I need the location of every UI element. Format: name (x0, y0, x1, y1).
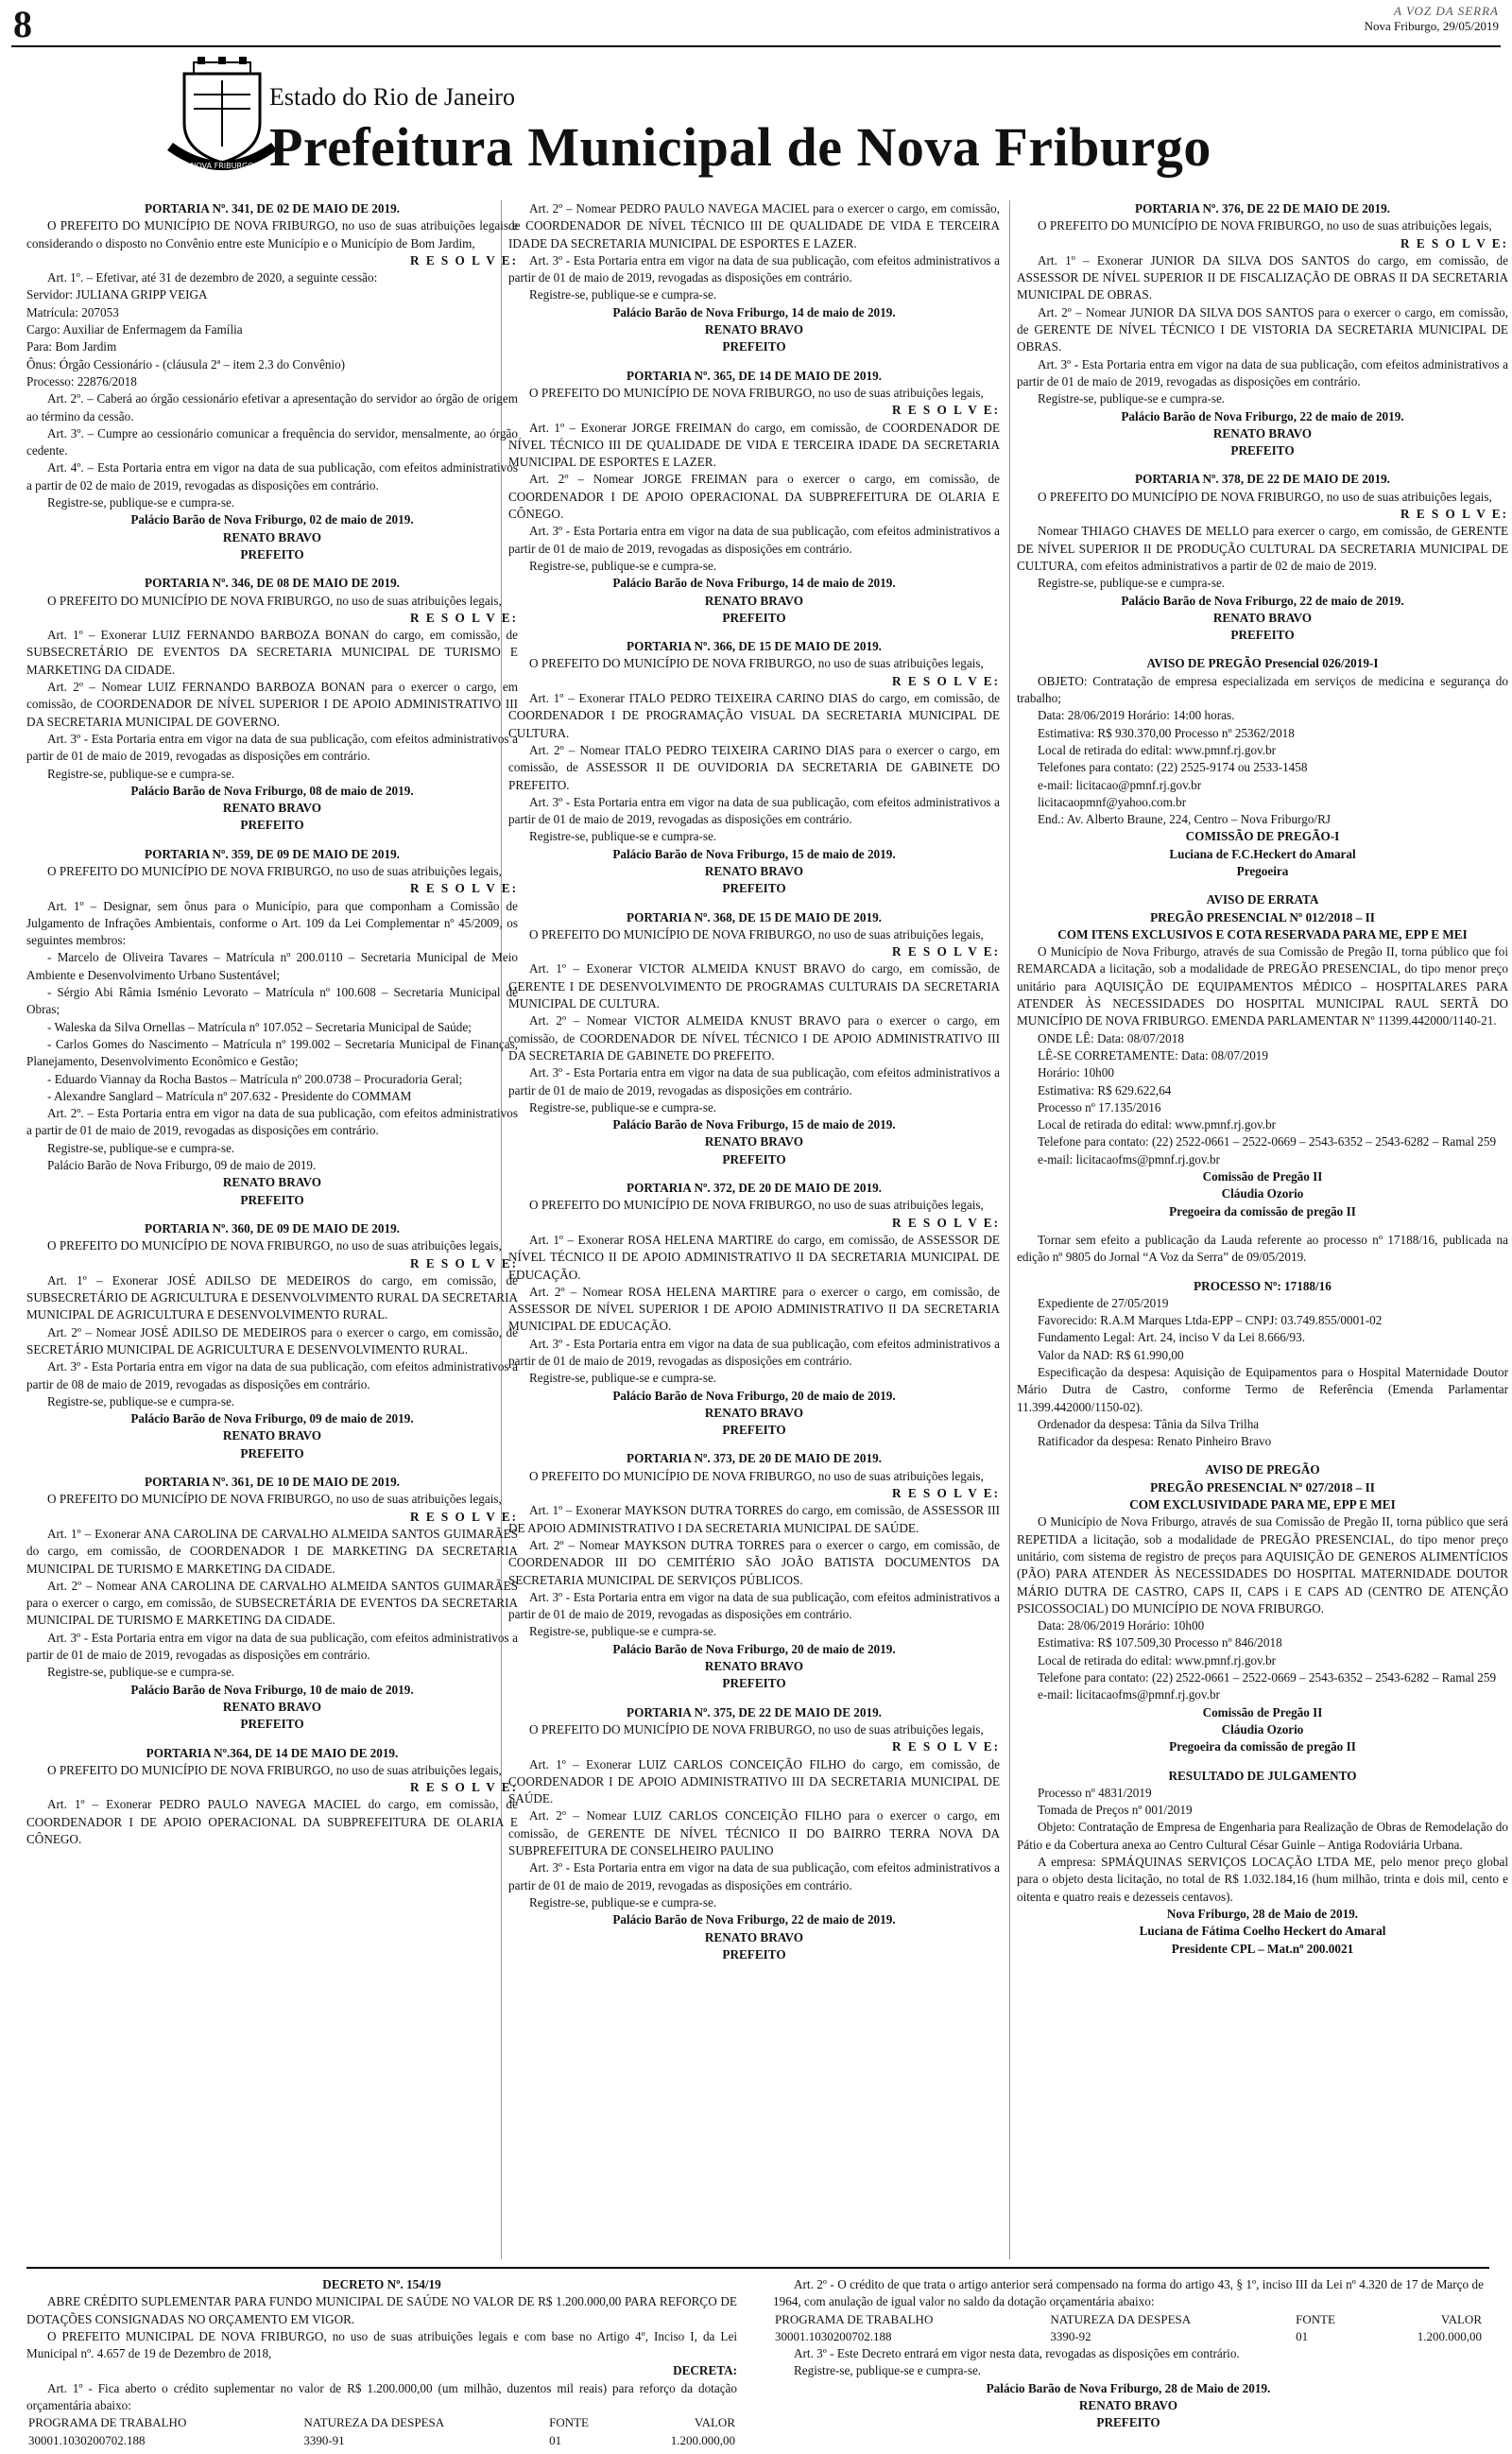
paragraph: Estimativa: R$ 107.509,30 Processo nº 846/2018 (1038, 1635, 1282, 1650)
paragraph: Valor da NAD: R$ 61.990,00 (1038, 1347, 1184, 1362)
page-number: 8 (13, 3, 32, 45)
paragraph: Art. 2º. – Esta Portaria entra em vigor na data de sua publicação, com efeitos administrativos a partir de 01 de maio de 2019, revogadas as disposições em contrário. (26, 1106, 518, 1138)
resolve-label: R E S O L V E: (410, 252, 518, 268)
paragraph: Art. 2º – Nomear JORGE FREIMAN para o exercer o cargo, em comissão, de COORDENADOR I DE APOIO OPERACIONAL DA SUBPREFEITURA DE OLARIA E CÔNEGO. (508, 472, 1000, 522)
paragraph: Processo nº 4831/2019 (1038, 1785, 1152, 1800)
paragraph: - Alexandre Sanglard – Matrícula nº 207.632 - Presidente do COMMAM (47, 1088, 412, 1103)
paragraph: Art. 3º - Esta Portaria entra em vigor na data de sua publicação, com efeitos administrativos a partir de 01 de maio de 2019, revogadas as disposições em contrário. (26, 1630, 518, 1663)
section-gap (508, 1693, 1000, 1704)
decree-decreta: DECRETA: (673, 2363, 737, 2378)
paragraph: Art. 1º – Exonerar ANA CAROLINA DE CARVALHO ALMEIDA SANTOS GUIMARÃES do cargo, em comissão, de COORDENADOR I DE MARKETING DA SECRETARIA MUNICIPAL DE TURISMO E MARKETING DA CIDADE. (26, 1526, 518, 1576)
svg-text:NOVA FRIBURGO: NOVA FRIBURGO (190, 162, 254, 170)
paragraph: licitacaopmnf@yahoo.com.br (1038, 794, 1187, 809)
paragraph: Data: 28/06/2019 Horário: 14:00 horas. (1038, 708, 1235, 723)
section-gap (1017, 1450, 1508, 1461)
section-heading: Luciana de F.C.Heckert do Amaral (1169, 846, 1356, 861)
section-gap (1017, 1756, 1508, 1768)
decree-table-supplement (26, 2414, 737, 2449)
resolve-label: R E S O L V E: (410, 1255, 518, 1270)
section-heading: PORTARIA Nº. 341, DE 02 DE MAIO DE 2019. (145, 201, 400, 216)
paragraph: O PREFEITO DO MUNICÍPIO DE NOVA FRIBURGO, no uso de suas atribuições legais, (529, 1721, 984, 1737)
paragraph: Local de retirada do edital: www.pmnf.rj.gov.br (1038, 742, 1277, 757)
paragraph: Ratificador da despesa: Renato Pinheiro Bravo (1038, 1434, 1272, 1449)
coat-of-arms-icon (165, 57, 279, 180)
resolve-label: R E S O L V E: (892, 1486, 1000, 1501)
section-heading: PREGÃO PRESENCIAL Nº 012/2018 – II (1150, 909, 1375, 925)
paragraph: Art. 1º – Exonerar MAYKSON DUTRA TORRES do cargo, em comissão, de ASSESSOR III DE APOIO ADMINISTRATIVO I DA SECRETARIA MUNICIPAL DE SAÚDE. (508, 1503, 1000, 1535)
section-gap (508, 1439, 1000, 1450)
section-heading: Palácio Barão de Nova Friburgo, 08 de maio de 2019. (130, 783, 414, 798)
paragraph: LÊ-SE CORRETAMENTE: Data: 08/07/2019 (1038, 1047, 1268, 1063)
decree-art3: Art. 3º - Este Decreto entrará em vigor nesta data, revogadas as disposições em contrário. (794, 2346, 1240, 2361)
decree-preamble: O PREFEITO MUNICIPAL DE NOVA FRIBURGO, no uso de suas atribuições legais e com base no Artigo 4º, Inciso I, da Lei Municipal nº. 4.657 de 19 de Dezembro de 2018, (26, 2328, 737, 2361)
section-heading: COM ITENS EXCLUSIVOS E COTA RESERVADA PARA ME, EPP E MEI (1057, 926, 1468, 942)
decree-closing: Registre-se, publique-se e cumpra-se. (794, 2363, 982, 2378)
section-heading: Palácio Barão de Nova Friburgo, 10 de maio de 2019. (130, 1682, 414, 1697)
paragraph: Art. 2º – Nomear LUIZ FERNANDO BARBOZA BONAN para o exercer o cargo, em comissão, de COORDENADOR DE NÍVEL SUPERIOR I DE APOIO ADMINISTRATIVO III DA SECRETARIA MUNICIPAL DE GOVERNO. (26, 680, 518, 729)
section-heading: RENATO BRAVO (704, 1659, 804, 1674)
paragraph: Fundamento Legal: Art. 24, inciso V da Lei 8.666/93. (1038, 1330, 1306, 1345)
section-heading: RENATO BRAVO (222, 1175, 322, 1190)
edition-info (1365, 4, 1499, 34)
paragraph: Art. 2º – Nomear PEDRO PAULO NAVEGA MACIEL para o exercer o cargo, em comissão, de COORDENADOR DE NÍVEL TÉCNICO III DE QUALIDADE DE VIDA E TERCEIRA IDADE DA SECRETARIA MUNICIPAL DE ESPORTES E LAZER. (508, 201, 1000, 251)
section-heading: Pregoeira (1236, 863, 1289, 878)
decree-art2: Art. 2º - O crédito de que trata o artigo anterior será compensado na forma do artigo 43, § 1º, inciso III da Lei nº 4.320 de 17 de Março de 1964, com anulação de igual valor no saldo da dotação orçamentária abaixo: (773, 2277, 1484, 2309)
paragraph: Art. 3º - Esta Portaria entra em vigor na data de sua publicação, com efeitos administrativos a partir de 01 de maio de 2019, revogadas as disposições em contrário. (508, 794, 1000, 827)
section-gap (508, 356, 1000, 368)
decree-section (26, 2267, 1489, 2447)
paragraph: Registre-se, publique-se e cumpra-se. (529, 1099, 717, 1115)
paragraph: - Waleska da Silva Ornellas – Matrícula nº 107.052 – Secretaria Municipal de Saúde; (47, 1019, 472, 1034)
paragraph: Art. 1º – Exonerar JORGE FREIMAN do cargo, em comissão, de COORDENADOR DE NÍVEL TÉCNICO III DE QUALIDADE DE VIDA E TERCEIRA IDADE DA SECRETARIA MUNICIPAL DE ESPORTES E LAZER. (508, 420, 1000, 470)
paragraph: Art. 2º – Nomear JOSÉ ADILSO DE MEDEIROS para o exercer o cargo, em comissão, de SECRETÁRIO MUNICIPAL DE AGRICULTURA E DESENVOLVIMENTO RURAL. (26, 1324, 518, 1357)
resolve-label: R E S O L V E: (410, 881, 518, 896)
section-heading: PORTARIA Nº. 359, DE 09 DE MAIO DE 2019. (145, 846, 400, 861)
section-gap (26, 1462, 518, 1474)
paragraph: Ônus: Órgão Cessionário - (cláusula 2ª – item 2.3 do Convênio) (26, 356, 346, 372)
paragraph: End.: Av. Alberto Braune, 224, Centro – Nova Friburgo/RJ (1038, 812, 1331, 827)
table-cell: 1.200.000,00 (1417, 2328, 1482, 2343)
section-heading: Comissão de Pregão II (1202, 1704, 1323, 1720)
paragraph: - Carlos Gomes do Nascimento – Matrícula nº 199.002 – Secretaria Municipal de Finanças, Planejamento, Desenvolvimento Econômico e Gestão; (26, 1036, 518, 1069)
table-cell: 30001.1030200702.188 (775, 2328, 892, 2343)
paragraph: Art. 2º – Nomear LUIZ CARLOS CONCEIÇÃO FILHO para o exercer o cargo, em comissão, de GERENTE DE NÍVEL TÉCNICO II DO BAIRRO TERRA NOVA DA SUBPREFEITURA DE CONSELHEIRO PAULINO (508, 1808, 1000, 1858)
paragraph: Expediente de 27/05/2019 (1038, 1295, 1169, 1310)
section-heading: Palácio Barão de Nova Friburgo, 09 de maio de 2019. (130, 1411, 414, 1426)
paragraph: Art. 3º - Esta Portaria entra em vigor na data de sua publicação, com efeitos administrativos a partir de 01 de maio de 2019, revogadas as disposições em contrário. (1017, 356, 1508, 389)
section-heading: PREFEITO (240, 1445, 304, 1460)
paragraph: Art. 2º – Nomear ITALO PEDRO TEIXEIRA CARINO DIAS para o exercer o cargo, em comissão, de ASSESSOR II DE OUVIDORIA DA SECRETARIA DE GABINETE DO PREFEITO. (508, 742, 1000, 792)
section-heading: PORTARIA Nº. 361, DE 10 DE MAIO DE 2019. (145, 1475, 400, 1490)
section-heading: Palácio Barão de Nova Friburgo, 02 de maio de 2019. (130, 512, 414, 527)
section-heading: PORTARIA Nº. 372, DE 20 DE MAIO DE 2019. (627, 1181, 882, 1196)
paragraph: Art. 3º - Esta Portaria entra em vigor na data de sua publicação, com efeitos administrativos a partir de 01 de maio de 2019, revogadas as disposições em contrário. (508, 1589, 1000, 1622)
decree-right (773, 2276, 1484, 2432)
table-header: VALOR (694, 2415, 735, 2430)
edition-date: Nova Friburgo, 29/05/2019 (1364, 19, 1499, 33)
section-heading: Palácio Barão de Nova Friburgo, 15 de maio de 2019. (612, 1117, 896, 1132)
paragraph: e-mail: licitacaofms@pmnf.rj.gov.br (1038, 1687, 1220, 1702)
section-heading: Palácio Barão de Nova Friburgo, 20 de maio de 2019. (612, 1641, 896, 1656)
paragraph: Art. 1º – Exonerar PEDRO PAULO NAVEGA MACIEL do cargo, em comissão, de COORDENADOR I DE APOIO OPERACIONAL DA SUBPREFEITURA DE OLARIA E CÔNEGO. (26, 1797, 518, 1847)
paragraph: Registre-se, publique-se e cumpra-se. (529, 829, 717, 844)
paragraph: Registre-se, publique-se e cumpra-se. (529, 1894, 717, 1910)
page-header (11, 0, 1501, 47)
table-cell: 1.200.000,00 (670, 2432, 735, 2447)
paragraph: O PREFEITO DO MUNICÍPIO DE NOVA FRIBURGO, no uso de suas atribuições legais, (1038, 218, 1492, 233)
decree-title: DECRETO Nº. 154/19 (322, 2277, 441, 2291)
resolve-label: R E S O L V E: (410, 1509, 518, 1524)
table-header: PROGRAMA DE TRABALHO (775, 2311, 934, 2326)
section-heading: Presidente CPL – Mat.nº 200.0021 (1171, 1941, 1354, 1956)
section-gap (26, 1209, 518, 1220)
section-gap (1017, 880, 1508, 891)
paragraph: Art. 1º – Exonerar JOSÉ ADILSO DE MEDEIROS do cargo, em comissão, de SUBSECRETÁRIO DE AGRICULTURA E DESENVOLVIMENTO RURAL DA SECRETARIA MUNICIPAL DE AGRICULTURA E DESENVOLVIMENTO RURAL. (26, 1272, 518, 1322)
table-row (773, 2328, 1484, 2345)
paragraph: Registre-se, publique-se e cumpra-se. (1038, 391, 1226, 406)
section-gap (508, 898, 1000, 909)
section-heading: Palácio Barão de Nova Friburgo, 22 de maio de 2019. (1121, 593, 1404, 608)
section-heading: PREFEITO (722, 1423, 786, 1438)
resolve-label: R E S O L V E: (892, 944, 1000, 959)
paragraph: O Município de Nova Friburgo, através de sua Comissão de Pregão II, torna público que foi REMARCADA a licitação, sob a modalidade de PREGÃO PRESENCIAL, do tipo menor preço unitário para AQUISIÇÃO DE EQUIPAMENTOS MÉDICO – HOSPITALARES PARA ATENDER ÀS NECESSIDADES DO HOSPITAL MUNICIPAL RAUL SERTÃ DO MUNICÍPIO DE NOVA FRIBURGO. EMENDA PARLAMENTAR Nº 11399.442000/1140-21. (1017, 944, 1508, 1028)
section-heading: PORTARIA Nº.364, DE 14 DE MAIO DE 2019. (146, 1745, 399, 1760)
paragraph: Art. 1º – Designar, sem ônus para o Município, para que componham a Comissão de Julgamento de Infrações Ambientais, conforme o Art. 109 da Lei Complementar nº 45/2009, os seguintes membros: (26, 898, 518, 948)
section-heading: PREFEITO (240, 1192, 304, 1207)
paragraph: Registre-se, publique-se e cumpra-se. (47, 1665, 235, 1680)
paragraph: Estimativa: R$ 629.622,64 (1038, 1082, 1172, 1097)
section-heading: AVISO DE PREGÃO (1205, 1462, 1320, 1478)
table-cell: 3390-92 (1050, 2328, 1091, 2343)
paragraph: Especificação da despesa: Aquisição de Equipamentos para o Hospital Maternidade Doutor Mário Dutra de Castro, conforme Termo de Referência (Emenda Parlamentar 11.399.442000/1150-02). (1017, 1365, 1508, 1414)
paragraph: O PREFEITO DO MUNICÍPIO DE NOVA FRIBURGO, no uso de suas atribuições legais e considerando o disposto no Convênio entre este Município e o Município de Bom Jardim, (26, 218, 518, 251)
paragraph: - Marcelo de Oliveira Tavares – Matrícula nº 200.0110 – Secretaria Municipal de Meio Ambiente e Desenvolvimento Urbano Sustentável; (26, 950, 518, 982)
section-gap (1017, 644, 1508, 655)
paragraph: O Município de Nova Friburgo, através de sua Comissão de Pregão II, torna público que será REPETIDA a licitação, sob a modalidade de PREGÃO PRESENCIAL, do tipo menor preço unitário, com sistema de registro de preços para AQUISIÇÃO DE GENEROS ALIMENTÍCIOS (PÃO) PARA ATENDER ÀS NECESSIDADES DO HOSPITAL MATERNIDADE DOUTOR MÁRIO DUTRA DE CASTRO, CAPS II, CAPS i E CAPS AD (CENTRO DE ATENÇÃO PSICOSSOCIAL) DO MUNICÍPIO DE NOVA FRIBURGO. (1017, 1514, 1508, 1616)
paragraph: Art. 2º – Nomear MAYKSON DUTRA TORRES para o exercer o cargo, em comissão, de COORDENADOR III DO CEMITÉRIO SÃO JOÃO BATISTA DOCUMENTOS DA SECRETARIA MUNICIPAL DE SERVIÇOS PÚBLICOS. (508, 1537, 1000, 1587)
paragraph: O PREFEITO DO MUNICÍPIO DE NOVA FRIBURGO, no uso de suas atribuições legais, (1038, 489, 1492, 504)
paragraph: Art. 2º. – Caberá ao órgão cessionário efetivar a apresentação do servidor ao órgão de origem ao término da cessão. (26, 391, 518, 423)
paragraph: Telefone para contato: (22) 2522-0661 – 2522-0669 – 2543-6352 – 2543-6282 – Ramal 259 (1038, 1670, 1497, 1685)
resolve-label: R E S O L V E: (1400, 507, 1508, 522)
section-heading: Luciana de Fátima Coelho Heckert do Amaral (1139, 1924, 1386, 1939)
section-heading: Nova Friburgo, 28 de Maio de 2019. (1166, 1906, 1359, 1921)
table-cell: 01 (549, 2432, 562, 2447)
section-heading: COM EXCLUSIVIDADE PARA ME, EPP E MEI (1129, 1497, 1396, 1512)
section-heading: PREFEITO (1230, 443, 1295, 458)
paragraph: - Sérgio Abi Râmia Isménio Levorato – Matrícula nº 100.608 – Secretaria Municipal de Obras; (26, 985, 518, 1017)
paragraph: Objeto: Contratação de Empresa de Engenharia para Realização de Obras de Remodelação do Pátio e da Cobertura anexa ao Centro Cultural César Guinle – Antiga Rodoviária Urbana. (1017, 1820, 1508, 1852)
paragraph: O PREFEITO DO MUNICÍPIO DE NOVA FRIBURGO, no uso de suas atribuições legais, (529, 385, 984, 400)
section-heading: PREFEITO (240, 1717, 304, 1732)
resolve-label: R E S O L V E: (410, 1780, 518, 1795)
section-heading: PREGÃO PRESENCIAL Nº 027/2018 – II (1150, 1479, 1375, 1495)
paragraph: e-mail: licitacaofms@pmnf.rj.gov.br (1038, 1151, 1220, 1167)
section-heading: PORTARIA Nº. 360, DE 09 DE MAIO DE 2019. (145, 1220, 400, 1236)
section-heading: PORTARIA Nº. 368, DE 15 DE MAIO DE 2019. (627, 909, 882, 925)
paragraph: Registre-se, publique-se e cumpra-se. (47, 1140, 235, 1155)
paragraph: Telefones para contato: (22) 2525-9174 ou 2533-1458 (1038, 760, 1308, 775)
section-heading: Palácio Barão de Nova Friburgo, 14 de maio de 2019. (612, 576, 896, 591)
section-gap (508, 627, 1000, 638)
paragraph: Processo nº 17.135/2016 (1038, 1099, 1161, 1115)
page-title: Prefeitura Municipal de Nova Friburgo (269, 116, 1211, 178)
section-gap (26, 563, 518, 575)
section-heading: RENATO BRAVO (704, 322, 804, 337)
paragraph: Registre-se, publique-se e cumpra-se. (529, 1371, 717, 1386)
section-heading: Palácio Barão de Nova Friburgo, 22 de maio de 2019. (1121, 408, 1404, 423)
table-header: VALOR (1440, 2311, 1482, 2326)
table-header: NATUREZA DA DESPESA (1050, 2311, 1192, 2326)
paragraph: Art. 3º - Esta Portaria entra em vigor na data de sua publicação, com efeitos administrativos a partir de 01 de maio de 2019, revogadas as disposições em contrário. (508, 1860, 1000, 1892)
paragraph: Telefone para contato: (22) 2522-0661 – 2522-0669 – 2543-6352 – 2543-6282 – Ramal 259 (1038, 1134, 1497, 1149)
paragraph: Art. 3º. – Cumpre ao cessionário comunicar a frequência do servidor, mensalmente, ao órgão cedente. (26, 425, 518, 458)
paragraph: Art. 1º – Exonerar JUNIOR DA SILVA DOS SANTOS do cargo, em comissão, de ASSESSOR DE NÍVEL SUPERIOR II DE FISCALIZAÇÃO DE OBRAS II DA SECRETARIA MUNICIPAL DE OBRAS. (1017, 252, 1508, 302)
paragraph: O PREFEITO DO MUNICÍPIO DE NOVA FRIBURGO, no uso de suas atribuições legais, (47, 863, 502, 878)
decree-table-annulment (773, 2311, 1484, 2346)
paragraph: - Eduardo Viannay da Rocha Bastos – Matrícula nº 200.0738 – Procuradoria Geral; (47, 1071, 463, 1086)
paragraph: Servidor: JULIANA GRIPP VEIGA (26, 287, 208, 302)
table-cell: 30001.1030200702.188 (28, 2432, 146, 2447)
decree-ementa: ABRE CRÉDITO SUPLEMENTAR PARA FUNDO MUNICIPAL DE SAÚDE NO VALOR DE R$ 1.200.000,00 PARA REFORÇO DE DOTAÇÕES CONSIGNADAS NO ORÇAMENTO EM VIGOR. (26, 2294, 737, 2326)
paragraph: Art. 1º – Exonerar VICTOR ALMEIDA KNUST BRAVO do cargo, em comissão, de GERENTE I DE DESENVOLVIMENTO DE PROGRAMAS CULTURAIS DA SECRETARIA MUNICIPAL DE CULTURA. (508, 961, 1000, 1011)
paragraph: Registre-se, publique-se e cumpra-se. (47, 766, 235, 781)
paragraph: O PREFEITO DO MUNICÍPIO DE NOVA FRIBURGO, no uso de suas atribuições legais, (529, 656, 984, 671)
paragraph: Art. 3º - Esta Portaria entra em vigor na data de sua publicação, com efeitos administrativos a partir de 01 de maio de 2019, revogadas as disposições em contrário. (508, 252, 1000, 285)
paragraph: Cargo: Auxiliar de Enfermagem da Família (26, 322, 243, 337)
section-heading: Pregoeira da comissão de pregão II (1169, 1203, 1356, 1218)
paragraph: Registre-se, publique-se e cumpra-se. (529, 558, 717, 573)
paragraph: Registre-se, publique-se e cumpra-se. (529, 287, 717, 302)
section-heading: PORTARIA Nº. 376, DE 22 DE MAIO DE 2019. (1135, 201, 1390, 216)
section-heading: PREFEITO (722, 1676, 786, 1691)
paragraph: Art. 4º. – Esta Portaria entra em vigor na data de sua publicação, com efeitos administrativos a partir de 02 de maio de 2019, revogadas as disposições em contrário. (26, 460, 518, 493)
table-header: FONTE (1296, 2311, 1335, 2326)
section-heading: PREFEITO (240, 546, 304, 562)
section-gap (1017, 1220, 1508, 1232)
masthead (165, 57, 1507, 180)
paragraph: Registre-se, publique-se e cumpra-se. (529, 1624, 717, 1639)
section-heading: RENATO BRAVO (1212, 425, 1313, 441)
section-heading: RENATO BRAVO (704, 863, 804, 878)
resolve-label: R E S O L V E: (892, 1739, 1000, 1754)
section-heading: Palácio Barão de Nova Friburgo, 15 de maio de 2019. (612, 846, 896, 861)
column-left (26, 200, 518, 1848)
paragraph: Art. 3º - Esta Portaria entra em vigor na data de sua publicação, com efeitos administrativos a partir de 01 de maio de 2019, revogadas as disposições em contrário. (508, 1336, 1000, 1368)
paragraph: O PREFEITO DO MUNICÍPIO DE NOVA FRIBURGO, no uso de suas atribuições legais, (47, 1762, 502, 1777)
paragraph: Data: 28/06/2019 Horário: 10h00 (1038, 1618, 1205, 1633)
section-heading: PORTARIA Nº. 346, DE 08 DE MAIO DE 2019. (145, 576, 400, 591)
section-heading: AVISO DE PREGÃO Presencial 026/2019-I (1146, 656, 1379, 671)
section-heading: Comissão de Pregão II (1202, 1169, 1323, 1184)
section-heading: AVISO DE ERRATA (1206, 892, 1319, 907)
section-heading: RENATO BRAVO (704, 1405, 804, 1420)
paragraph: Art. 3º - Esta Portaria entra em vigor na data de sua publicação, com efeitos administrativos a partir de 08 de maio de 2019, revogadas as disposições em contrário. (26, 1359, 518, 1391)
paragraph: Art. 3º - Esta Portaria entra em vigor na data de sua publicação, com efeitos administrativos a partir de 01 de maio de 2019, revogadas as disposições em contrário. (26, 731, 518, 764)
section-heading: RENATO BRAVO (222, 1699, 322, 1714)
paragraph: Tornar sem efeito a publicação da Lauda referente ao processo nº 17188/16, publicada na edição nº 9805 do Jornal “A Voz da Serra” de 09/05/2019. (1017, 1232, 1508, 1265)
section-heading: COMISSÃO DE PREGÃO-I (1185, 829, 1340, 844)
resolve-label: R E S O L V E: (892, 673, 1000, 688)
resolve-label: R E S O L V E: (892, 403, 1000, 418)
paragraph: Art. 3º - Esta Portaria entra em vigor na data de sua publicação, com efeitos administrativos a partir de 01 de maio de 2019, revogadas as disposições em contrário. (508, 524, 1000, 556)
column-right (1017, 200, 1508, 1958)
paragraph: Estimativa: R$ 930.370,00 Processo nº 25362/2018 (1038, 725, 1295, 740)
paragraph: Matrícula: 207053 (26, 304, 119, 320)
section-heading: RENATO BRAVO (222, 801, 322, 816)
section-gap (1017, 1267, 1508, 1278)
section-heading: PREFEITO (722, 1151, 786, 1167)
paragraph: O PREFEITO DO MUNICÍPIO DE NOVA FRIBURGO, no uso de suas atribuições legais, (529, 1198, 984, 1213)
table-cell: 01 (1296, 2328, 1309, 2343)
paragraph: e-mail: licitacao@pmnf.rj.gov.br (1038, 777, 1202, 792)
paragraph: Art. 1º – Exonerar ITALO PEDRO TEIXEIRA CARINO DIAS do cargo, em comissão, de COORDENADOR I DE PROGRAMAÇÃO VISUAL DA SECRETARIA MUNICIPAL DE CULTURA. (508, 691, 1000, 740)
column-divider (1009, 200, 1010, 2259)
section-heading: PORTARIA Nº. 375, DE 22 DE MAIO DE 2019. (627, 1704, 882, 1720)
section-heading: Palácio Barão de Nova Friburgo, 22 de maio de 2019. (612, 1912, 896, 1927)
section-heading: RENATO BRAVO (704, 1134, 804, 1149)
decree-signer: RENATO BRAVO (1078, 2398, 1178, 2413)
paragraph: A empresa: SPMÁQUINAS SERVIÇOS LOCAÇÃO LTDA ME, pelo menor preço global para o objeto desta licitação, no total de R$ 1.032.184,16 (hum milhão, trinta e dois mil, cento e oitenta e quatro reais e dezesseis centavos). (1017, 1855, 1508, 1904)
section-heading: RENATO BRAVO (222, 529, 322, 544)
section-gap (26, 1734, 518, 1745)
table-header: PROGRAMA DE TRABALHO (28, 2415, 187, 2430)
section-heading: PREFEITO (1230, 628, 1295, 643)
section-heading: PREFEITO (722, 610, 786, 625)
table-header: NATUREZA DA DESPESA (303, 2415, 445, 2430)
section-heading: RENATO BRAVO (222, 1428, 322, 1443)
section-heading: PREFEITO (240, 818, 304, 833)
paragraph: Processo: 22876/2018 (26, 373, 137, 389)
paragraph: ONDE LÊ: Data: 08/07/2018 (1038, 1030, 1184, 1046)
table-row (26, 2432, 737, 2449)
paragraph: Art. 1º. – Efetivar, até 31 de dezembro de 2020, a seguinte cessão: (47, 270, 378, 285)
paragraph: Art. 2º – Nomear ANA CAROLINA DE CARVALHO ALMEIDA SANTOS GUIMARÃES para o exercer o cargo, em comissão, de SUBSECRETÁRIA DE EVENTOS DA SECRETARIA MUNICIPAL DE TURISMO E MARKETING DA CIDADE. (26, 1578, 518, 1628)
newspaper-name: A VOZ DA SERRA (1394, 4, 1499, 18)
section-heading: RESULTADO DE JULGAMENTO (1168, 1768, 1357, 1783)
paragraph: Art. 2º – Nomear JUNIOR DA SILVA DOS SANTOS para o exercer o cargo, em comissão, de GERENTE DE NÍVEL TÉCNICO I DE VISTORIA DA SECRETARIA MUNICIPAL DE OBRAS. (1017, 304, 1508, 354)
paragraph: Favorecido: R.A.M Marques Ltda-EPP – CNPJ: 03.749.855/0001-02 (1038, 1313, 1383, 1328)
resolve-label: R E S O L V E: (892, 1215, 1000, 1230)
state-name: Estado do Rio de Janeiro (269, 83, 515, 111)
paragraph: O PREFEITO DO MUNICÍPIO DE NOVA FRIBURGO, no uso de suas atribuições legais, (529, 926, 984, 942)
section-heading: PROCESSO Nº: 17188/16 (1194, 1278, 1332, 1293)
section-heading: Cláudia Ozorio (1221, 1186, 1304, 1201)
paragraph: Nomear THIAGO CHAVES DE MELLO para exercer o cargo, em comissão, de GERENTE DE NÍVEL SUPERIOR II DE PRODUÇÃO CULTURAL DA SECRETARIA MUNICIPAL DE CULTURA, com efeitos administrativos a partir de 02 de maio de 2019. (1017, 524, 1508, 573)
section-heading: RENATO BRAVO (704, 1929, 804, 1944)
section-heading: Cláudia Ozorio (1221, 1721, 1304, 1737)
section-heading: PORTARIA Nº. 378, DE 22 DE MAIO DE 2019. (1135, 472, 1390, 487)
paragraph: Art. 1º – Exonerar ROSA HELENA MARTIRE do cargo, em comissão, de ASSESSOR DE NÍVEL TÉCNICO II DE APOIO ADMINISTRATIVO II DA SECRETARIA MUNICIPAL DE EDUCAÇÃO. (508, 1232, 1000, 1282)
paragraph: Art. 3º - Esta Portaria entra em vigor na data de sua publicação, com efeitos administrativos a partir de 01 de maio de 2019, revogadas as disposições em contrário. (508, 1065, 1000, 1097)
section-heading: Palácio Barão de Nova Friburgo, 14 de maio de 2019. (612, 304, 896, 320)
paragraph: Horário: 10h00 (1038, 1065, 1114, 1080)
section-heading: PORTARIA Nº. 366, DE 15 DE MAIO DE 2019. (627, 639, 882, 654)
paragraph: Art. 2º – Nomear VICTOR ALMEIDA KNUST BRAVO para o exercer o cargo, em comissão, de COORDENADOR DE NÍVEL TÉCNICO I DE APOIO ADMINISTRATIVO III DA SECRETARIA DE GABINETE DO PREFEITO. (508, 1013, 1000, 1063)
section-heading: RENATO BRAVO (1212, 610, 1313, 625)
section-gap (26, 835, 518, 846)
paragraph: Tomada de Preços nº 001/2019 (1038, 1803, 1193, 1818)
paragraph: OBJETO: Contratação de empresa especializada em serviços de medicina e segurança do trabalho; (1017, 673, 1508, 706)
section-heading: Pregoeira da comissão de pregão II (1169, 1739, 1356, 1754)
section-gap (508, 1168, 1000, 1180)
paragraph: Para: Bom Jardim (26, 339, 117, 354)
section-heading: PORTARIA Nº. 365, DE 14 DE MAIO DE 2019. (627, 368, 882, 383)
section-heading: PREFEITO (722, 1946, 786, 1961)
section-heading: PREFEITO (722, 881, 786, 896)
section-heading: PREFEITO (722, 339, 786, 354)
paragraph: Registre-se, publique-se e cumpra-se. (47, 495, 235, 510)
decree-art1: Art. 1º - Fica aberto o crédito suplementar no valor de R$ 1.200.000,00 (um milhão, duzentos mil reais) para reforço da dotação orçamentária abaixo: (26, 2380, 737, 2413)
section-heading: RENATO BRAVO (704, 593, 804, 608)
paragraph: Ordenador da despesa: Tânia da Silva Trilha (1038, 1416, 1260, 1431)
decree-left (26, 2276, 737, 2449)
paragraph: O PREFEITO DO MUNICÍPIO DE NOVA FRIBURGO, no uso de suas atribuições legais, (47, 593, 502, 608)
section-gap (1017, 459, 1508, 471)
paragraph: Palácio Barão de Nova Friburgo, 09 de maio de 2019. (47, 1158, 317, 1173)
table-header: FONTE (549, 2415, 589, 2430)
table-cell: 3390-91 (303, 2432, 345, 2447)
paragraph: O PREFEITO DO MUNICÍPIO DE NOVA FRIBURGO, no uso de suas atribuições legais, (529, 1468, 984, 1483)
paragraph: Local de retirada do edital: www.pmnf.rj.gov.br (1038, 1117, 1277, 1132)
paragraph: Art. 1º – Exonerar LUIZ FERNANDO BARBOZA BONAN do cargo, em comissão, de SUBSECRETÁRIO DE EVENTOS DA SECRETARIA MUNICIPAL DE TURISMO E MARKETING DA CIDADE. (26, 628, 518, 677)
paragraph: Local de retirada do edital: www.pmnf.rj.gov.br (1038, 1652, 1277, 1668)
paragraph: Registre-se, publique-se e cumpra-se. (47, 1393, 235, 1408)
resolve-label: R E S O L V E: (1400, 235, 1508, 251)
paragraph: Registre-se, publique-se e cumpra-se. (1038, 576, 1226, 591)
resolve-label: R E S O L V E: (410, 610, 518, 625)
column-middle (508, 200, 1000, 1963)
section-heading: PORTARIA Nº. 373, DE 20 DE MAIO DE 2019. (627, 1451, 882, 1466)
paragraph: Art. 1º – Exonerar LUIZ CARLOS CONCEIÇÃO FILHO do cargo, em comissão, de COORDENADOR I DE APOIO ADMINISTRATIVO III DA SECRETARIA MUNICIPAL DE SAÚDE. (508, 1756, 1000, 1806)
decree-role: PREFEITO (1096, 2415, 1160, 2430)
paragraph: O PREFEITO DO MUNICÍPIO DE NOVA FRIBURGO, no uso de suas atribuições legais, (47, 1492, 502, 1507)
section-heading: Palácio Barão de Nova Friburgo, 20 de maio de 2019. (612, 1388, 896, 1403)
paragraph: O PREFEITO DO MUNICÍPIO DE NOVA FRIBURGO, no uso de suas atribuições legais, (47, 1238, 502, 1253)
paragraph: Art. 2º – Nomear ROSA HELENA MARTIRE para o exercer o cargo, em comissão, de ASSESSOR DE NÍVEL SUPERIOR I DE APOIO ADMINISTRATIVO II DA SECRETARIA MUNICIPAL DE EDUCAÇÃO. (508, 1284, 1000, 1334)
decree-palace: Palácio Barão de Nova Friburgo, 28 de Maio de 2019. (986, 2380, 1271, 2395)
